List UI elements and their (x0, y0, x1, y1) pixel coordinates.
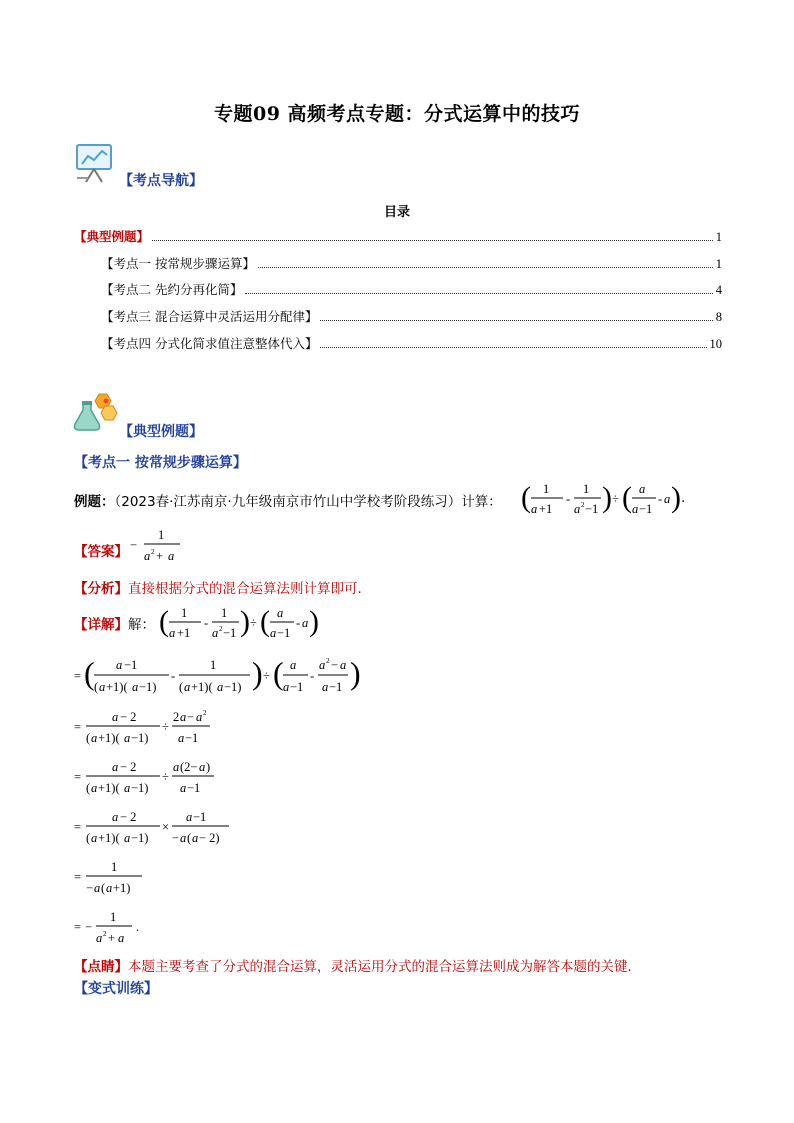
svg-text:+1)(: +1)( (98, 731, 120, 745)
toc-item-page: 8 (715, 310, 722, 324)
svg-text:2: 2 (103, 930, 107, 938)
answer-expression (130, 527, 190, 567)
svg-text:): ) (240, 605, 250, 638)
svg-text:a: a (112, 810, 119, 824)
svg-text:a: a (270, 626, 277, 640)
svg-text:÷: ÷ (612, 492, 619, 506)
example-line (74, 490, 502, 510)
toc-leader-dots (320, 320, 712, 321)
comment-text: 本题主要考查了分式的混合运算，灵活运用分式的混合运算法则成为解答本题的关键． (128, 959, 641, 975)
toc-item-label: 【考点一 按常规步骤运算】 (101, 256, 255, 271)
practice-heading: 【变式训练】 (74, 981, 158, 997)
svg-text:a: a (319, 658, 326, 672)
svg-text:− 2: − 2 (120, 810, 137, 824)
svg-text:a: a (99, 680, 106, 694)
toc-item[interactable] (101, 307, 722, 325)
svg-text:a: a (186, 810, 193, 824)
svg-text:a: a (212, 626, 219, 640)
svg-text:(: ( (187, 831, 192, 845)
toc-item[interactable] (101, 280, 722, 298)
example-label: 例题： (74, 494, 115, 510)
svg-text:=: = (74, 770, 82, 784)
svg-text:): ) (309, 605, 319, 638)
svg-text:−1: −1 (124, 658, 138, 672)
svg-text:2: 2 (173, 710, 180, 724)
svg-text:a: a (277, 606, 284, 620)
toc-item[interactable] (101, 254, 722, 272)
svg-text:+1: +1 (539, 502, 553, 516)
svg-text:−1): −1) (131, 731, 149, 745)
svg-text:a: a (632, 502, 639, 516)
svg-text:−1): −1) (131, 831, 149, 845)
svg-text:a: a (91, 731, 98, 745)
svg-text:=: = (74, 720, 82, 734)
svg-text:(: ( (260, 605, 270, 638)
svg-text:−1: −1 (187, 781, 201, 795)
toc-item-label: 【考点三 混合运算中灵活运用分配律】 (101, 309, 318, 324)
analysis-text: 直接根据分式的混合运算法则计算即可． (128, 581, 371, 597)
svg-text:÷: ÷ (250, 616, 257, 630)
toc-item-label: 【考点二 先约分再化简】 (101, 282, 243, 297)
svg-text:a: a (283, 680, 290, 694)
svg-text:2: 2 (581, 501, 585, 509)
toc-title: 目录 (383, 205, 410, 220)
toc-leader-dots (152, 240, 713, 241)
svg-text:a: a (639, 482, 646, 496)
solution-step-2 (74, 707, 234, 749)
svg-text:): ) (206, 760, 211, 774)
svg-text:−1): −1) (224, 680, 242, 694)
toc-item[interactable] (74, 227, 722, 245)
svg-text:=: = (74, 920, 82, 934)
svg-text:1: 1 (210, 658, 217, 672)
svg-text:(: ( (101, 881, 106, 895)
svg-text:a: a (124, 781, 131, 795)
svg-text:−1: −1 (585, 502, 599, 516)
svg-text:a: a (531, 502, 538, 516)
svg-text:+: + (156, 549, 164, 563)
solution-step-1 (74, 653, 374, 699)
svg-text:a: a (112, 710, 119, 724)
svg-text:): ) (671, 481, 681, 514)
svg-text:a: a (106, 881, 113, 895)
svg-text:.: . (136, 920, 140, 934)
svg-text:a: a (118, 931, 125, 945)
svg-text:− 2): − 2) (199, 831, 220, 845)
svg-text:-: - (658, 492, 663, 506)
svg-text:×: × (162, 820, 170, 834)
svg-text:(: ( (86, 831, 91, 845)
svg-text:=: = (74, 820, 82, 834)
toc-item-page: 1 (715, 257, 722, 271)
svg-text:−: − (130, 538, 138, 552)
svg-text:(2−: (2− (180, 760, 198, 774)
examples-heading: 【典型例题】 (119, 424, 203, 440)
svg-text:(: ( (86, 731, 91, 745)
comment-line (74, 955, 641, 975)
svg-text:(: ( (179, 680, 184, 694)
svg-text:1: 1 (583, 482, 590, 496)
svg-text:(: ( (521, 481, 531, 514)
svg-text:a: a (192, 831, 199, 845)
svg-text:a: a (180, 710, 187, 724)
svg-text:a: a (322, 680, 329, 694)
svg-text:(: ( (159, 605, 169, 638)
svg-text:÷: ÷ (162, 770, 169, 784)
svg-text:2: 2 (151, 548, 155, 556)
svg-text:2: 2 (219, 625, 223, 633)
svg-text:a: a (112, 760, 119, 774)
svg-text:−: − (86, 881, 94, 895)
detail-line (74, 613, 155, 633)
example-source: （2023春·江苏南京·九年级南京市竹山中学校考阶段练习）计算： (114, 494, 502, 510)
svg-text:−1: −1 (290, 680, 304, 694)
svg-text:(: ( (622, 481, 632, 514)
svg-text:a: a (124, 731, 131, 745)
example-end-punct: . (681, 490, 686, 506)
svg-text:a: a (178, 731, 185, 745)
svg-text:+: + (108, 931, 116, 945)
svg-text:(: ( (86, 781, 91, 795)
nav-heading: 【考点导航】 (119, 173, 203, 189)
solution-step-5 (74, 857, 164, 899)
svg-text:a: a (132, 680, 139, 694)
svg-text:−1): −1) (131, 781, 149, 795)
svg-text:2: 2 (203, 709, 207, 717)
detail-prefix: 解： (128, 617, 155, 633)
svg-text:a: a (199, 760, 206, 774)
svg-text:a: a (196, 710, 203, 724)
svg-text:-: - (204, 616, 209, 630)
svg-text:1: 1 (158, 528, 165, 542)
svg-text:-: - (310, 669, 315, 683)
svg-text:a: a (124, 831, 131, 845)
svg-text:a: a (91, 831, 98, 845)
toc-item-page: 1 (715, 230, 722, 244)
svg-text:-: - (296, 616, 301, 630)
toc-leader-dots (258, 267, 713, 268)
topic1-heading: 【考点一 按常规步骤运算】 (74, 455, 247, 471)
svg-text:−1: −1 (277, 626, 291, 640)
svg-text:a: a (290, 658, 297, 672)
svg-text:1: 1 (181, 606, 188, 620)
toc-item-page: 4 (715, 283, 722, 297)
easel-icon (74, 142, 120, 184)
page-title: 专题09 高频考点专题：分式运算中的技巧 (213, 103, 581, 125)
svg-text:− 2: − 2 (120, 710, 137, 724)
svg-text:): ) (252, 655, 263, 691)
svg-text:−1: −1 (329, 680, 343, 694)
svg-text:+1)(: +1)( (106, 680, 128, 694)
svg-text:a: a (664, 492, 671, 506)
svg-text:a: a (96, 931, 103, 945)
svg-text:−1: −1 (639, 502, 653, 516)
svg-text:=: = (74, 870, 82, 884)
svg-text:2: 2 (326, 657, 330, 665)
svg-text:(: ( (84, 655, 95, 691)
svg-text:−: − (85, 920, 93, 934)
toc-leader-dots (245, 293, 712, 294)
svg-text:− 2: − 2 (120, 760, 137, 774)
detail-expression (157, 601, 317, 645)
detail-label: 【详解】 (74, 617, 128, 633)
solution-step-6 (74, 907, 164, 949)
toc-item-label: 【典型例题】 (74, 229, 150, 244)
solution-step-3 (74, 757, 234, 799)
svg-text:1: 1 (543, 482, 550, 496)
toc-item[interactable] (101, 334, 722, 352)
svg-text:+1: +1 (177, 626, 191, 640)
answer-label: 【答案】 (74, 544, 128, 560)
flask-icon (73, 392, 117, 432)
svg-text:a: a (116, 658, 123, 672)
svg-text:a: a (91, 781, 98, 795)
svg-text:+1)(: +1)( (191, 680, 213, 694)
svg-text:a: a (144, 549, 151, 563)
svg-text:1: 1 (221, 606, 228, 620)
svg-text:a: a (168, 549, 175, 563)
svg-text:÷: ÷ (263, 669, 270, 683)
svg-text:+1)(: +1)( (98, 831, 120, 845)
svg-text:1: 1 (110, 910, 117, 924)
comment-label: 【点睛】 (74, 959, 128, 975)
svg-text:a: a (180, 781, 187, 795)
toc-item-label: 【考点四 分式化简求值注意整体代入】 (101, 336, 318, 351)
analysis-label: 【分析】 (74, 581, 128, 597)
svg-text:a: a (340, 658, 347, 672)
svg-text:(: ( (273, 655, 284, 691)
svg-text:−1: −1 (223, 626, 237, 640)
svg-text:+1)(: +1)( (98, 781, 120, 795)
analysis-line (74, 577, 371, 597)
svg-text:+1): +1) (113, 881, 131, 895)
svg-text:): ) (350, 655, 361, 691)
svg-text:-: - (171, 669, 176, 683)
svg-text:−1: −1 (193, 810, 207, 824)
svg-text:−: − (172, 831, 180, 845)
svg-text:): ) (602, 481, 612, 514)
svg-text:a: a (169, 626, 176, 640)
svg-text:−: − (331, 658, 339, 672)
svg-text:÷: ÷ (162, 720, 169, 734)
svg-text:−: − (187, 710, 195, 724)
example-expression (519, 477, 679, 521)
svg-text:=: = (74, 669, 82, 683)
svg-text:1: 1 (111, 860, 118, 874)
toc-leader-dots (320, 347, 706, 348)
svg-text:a: a (217, 680, 224, 694)
svg-text:a: a (94, 881, 101, 895)
svg-text:a: a (574, 502, 581, 516)
svg-text:a: a (180, 831, 187, 845)
svg-text:−1: −1 (185, 731, 199, 745)
svg-text:a: a (302, 616, 309, 630)
svg-text:-: - (566, 492, 571, 506)
solution-step-4 (74, 807, 244, 849)
svg-text:a: a (184, 680, 191, 694)
svg-text:−1): −1) (139, 680, 157, 694)
svg-text:(: ( (94, 680, 99, 694)
toc-item-page: 10 (709, 337, 722, 351)
svg-text:a: a (173, 760, 180, 774)
